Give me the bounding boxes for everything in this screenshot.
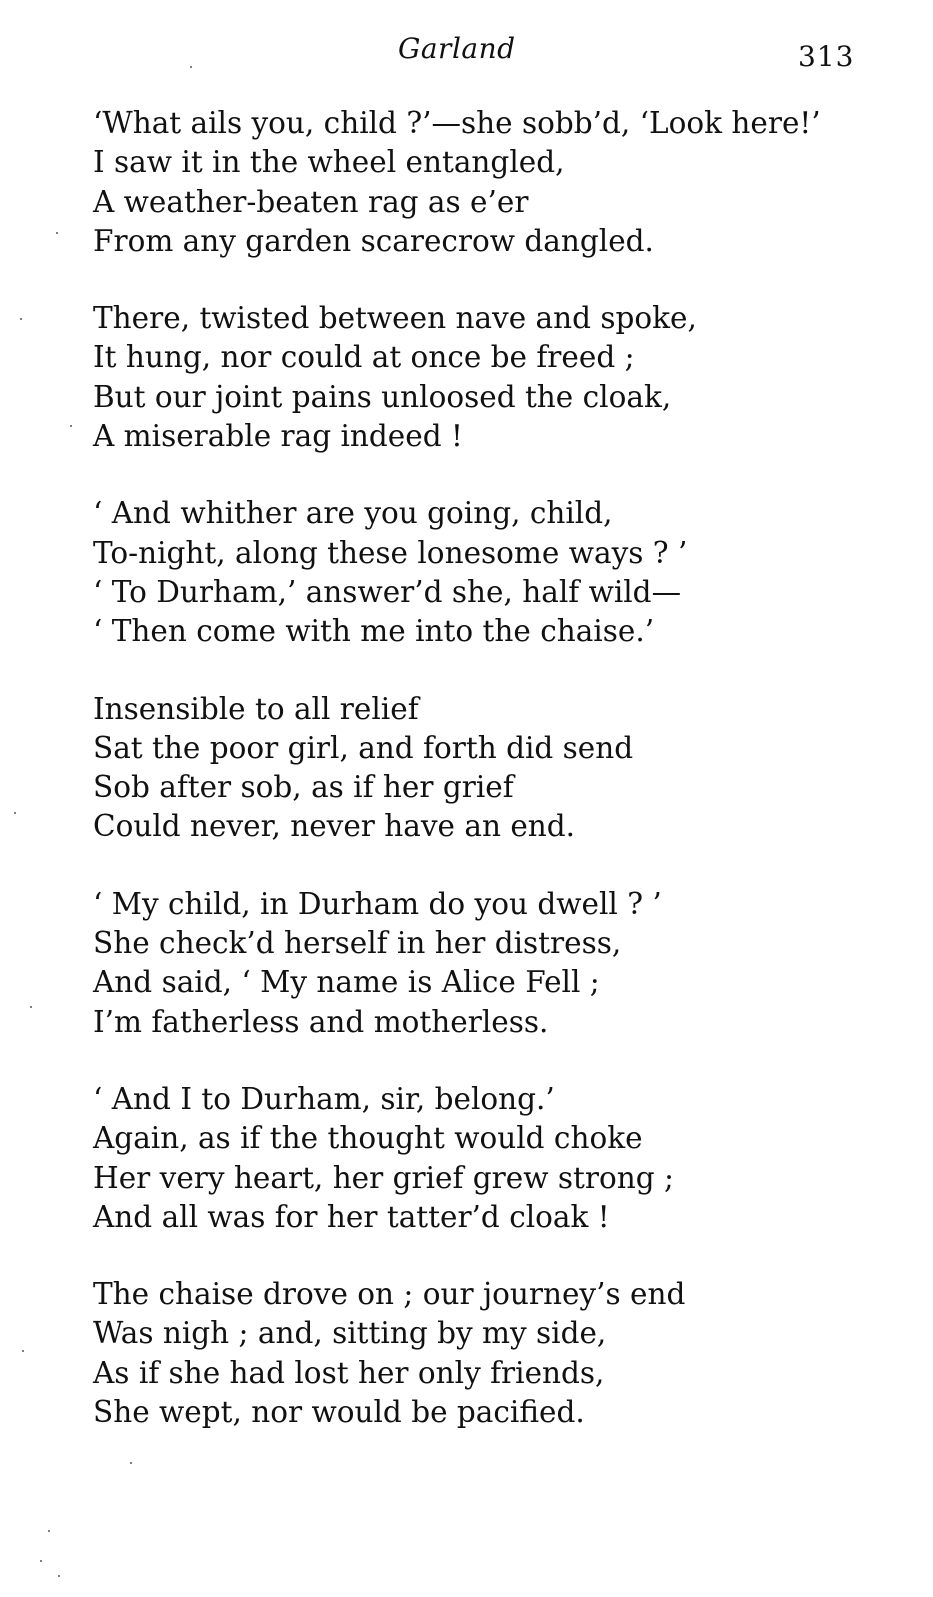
poem-line: A weather-beaten rag as e’er <box>93 184 529 219</box>
poem-line: ‘ And I to Durham, sir, belong.’ <box>93 1081 555 1116</box>
stanza-5 <box>93 885 893 1042</box>
scan-speck <box>48 1530 50 1532</box>
poem-line: She wept, nor would be pacified. <box>93 1395 585 1430</box>
poem-body <box>93 104 893 1470</box>
poem-line: It hung, nor could at once be freed ; <box>93 340 635 375</box>
scan-speck <box>14 812 16 814</box>
poem-line: To-night, along these lonesome ways ? ’ <box>93 535 688 570</box>
poem-line: Insensible to all relief <box>93 691 419 726</box>
scan-speck <box>56 232 58 234</box>
poem-line: The chaise drove on ; our journey’s end <box>93 1277 686 1312</box>
scan-speck <box>22 1350 24 1352</box>
stanza-2 <box>93 299 893 456</box>
scan-speck <box>40 1560 42 1562</box>
poem-line: Was nigh ; and, sitting by my side, <box>93 1316 607 1351</box>
stanza-1 <box>93 104 893 261</box>
running-head-title: Garland <box>398 32 516 65</box>
scan-speck <box>30 1006 32 1008</box>
scan-speck <box>190 66 192 68</box>
stanza-4 <box>93 690 893 847</box>
scan-speck <box>130 1462 132 1464</box>
scan-speck <box>20 318 22 320</box>
poem-line: But our joint pains unloosed the cloak, <box>93 379 672 414</box>
poem-line: She check’d herself in her distress, <box>93 926 622 961</box>
poem-line: Her very heart, her grief grew strong ; <box>93 1160 674 1195</box>
poem-line: ‘ My child, in Durham do you dwell ? ’ <box>93 886 662 921</box>
poem-line: ‘ And whither are you going, child, <box>93 496 613 531</box>
poem-line: Could never, never have an end. <box>93 809 576 844</box>
poem-line: Again, as if the thought would choke <box>93 1121 643 1156</box>
poem-line: I’m fatherless and motherless. <box>93 1004 549 1039</box>
poem-line: From any garden scarecrow dangled. <box>93 223 654 258</box>
poem-line: And said, ‘ My name is Alice Fell ; <box>93 965 600 1000</box>
poem-line: ‘What ails you, child ?’—she sobb’d, ‘Look here!’ <box>93 106 821 140</box>
poem-line: There, twisted between nave and spoke, <box>93 301 697 336</box>
stanza-3 <box>93 494 893 651</box>
stanza-7 <box>93 1275 893 1432</box>
running-head <box>0 32 933 72</box>
poem-line: ‘ Then come with me into the chaise.’ <box>93 614 655 649</box>
poem-line: Sob after sob, as if her grief <box>93 770 514 805</box>
poem-line: ‘ To Durham,’ answer’d she, half wild— <box>93 574 682 609</box>
poem-line: I saw it in the wheel entangled, <box>93 145 565 180</box>
poem-line: And all was for her tatter’d cloak ! <box>93 1199 610 1234</box>
poem-line: Sat the poor girl, and forth did send <box>93 730 634 765</box>
poem-line: A miserable rag indeed ! <box>93 419 463 454</box>
scan-speck <box>58 1575 60 1577</box>
stanza-6 <box>93 1080 893 1237</box>
page-number: 313 <box>798 40 855 73</box>
scan-speck <box>70 425 72 427</box>
poem-line: As if she had lost her only friends, <box>93 1355 605 1390</box>
